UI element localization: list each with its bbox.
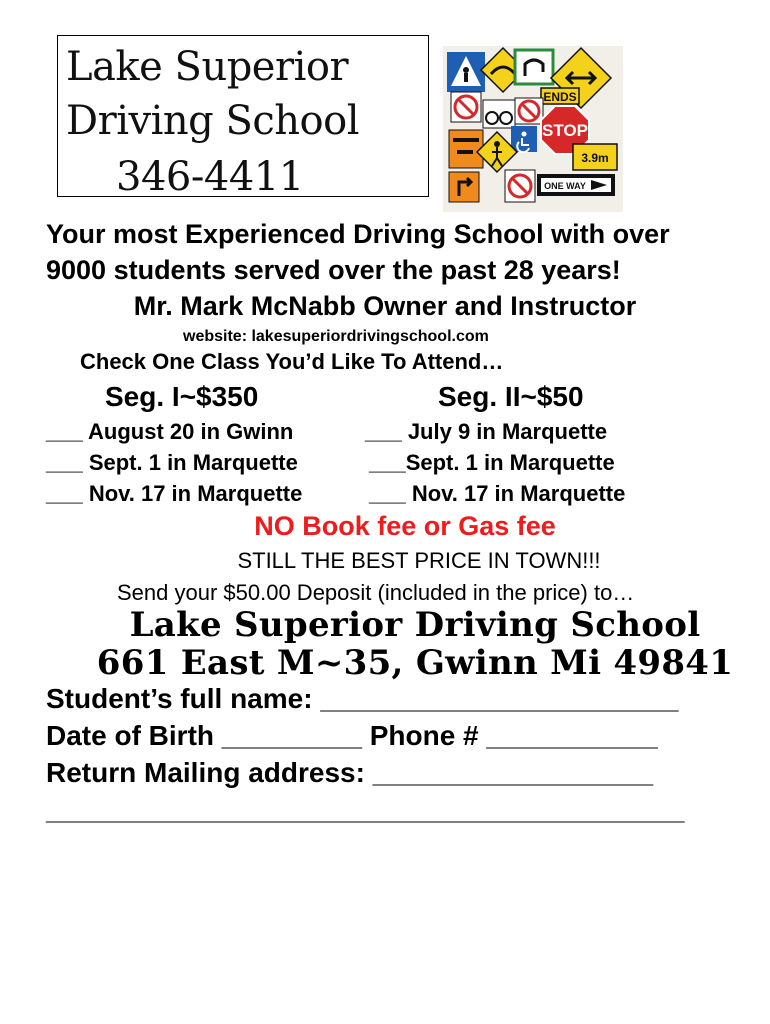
school-logo-box [57, 35, 429, 200]
seg2-title: Seg. II~$50 [438, 381, 584, 412]
detour-sign-icon [449, 130, 483, 168]
svg-text:ONE WAY: ONE WAY [544, 181, 586, 191]
seg1-option-2[interactable]: ___ Sept. 1 in Marquette [46, 450, 298, 475]
seg1-option-1[interactable]: ___ August 20 in Gwinn [46, 419, 294, 444]
no-fee-notice: NO Book fee or Gas fee [254, 511, 556, 541]
logo-line-2: Driving School [66, 98, 359, 144]
u-turn-sign-icon [515, 50, 553, 84]
seg2-option-1[interactable]: ___ July 9 in Marquette [365, 419, 608, 444]
intro-line-2: 9000 students served over the past 28 years! [46, 255, 621, 285]
intro-line-1: Your most Experienced Driving School with over [46, 219, 670, 249]
seg1-title: Seg. I~$350 [105, 381, 259, 412]
svg-text:3.9m: 3.9m [581, 151, 609, 165]
no-turn-sign-icon [505, 170, 535, 202]
class-prompt: Check One Class You’d Like To Attend… [80, 349, 504, 374]
address-street: 661 East M~35, Gwinn Mi 49841 [96, 643, 734, 683]
logo-phone: 346-4411 [116, 154, 304, 200]
owner-line: Mr. Mark McNabb Owner and Instructor [133, 291, 637, 321]
seg1-option-3[interactable]: ___ Nov. 17 in Marquette [46, 481, 303, 506]
arrow-sign-icon [449, 172, 479, 202]
one-way-sign-icon [537, 174, 615, 196]
ends-sign-icon [541, 88, 579, 104]
no-entry-sign-icon [451, 92, 481, 122]
pedestrian-sign-icon [447, 52, 485, 92]
road-signs-image [443, 46, 623, 212]
svg-text:ENDS: ENDS [543, 90, 577, 104]
best-price-notice: STILL THE BEST PRICE IN TOWN!!! [237, 548, 601, 573]
deposit-instructions: Send your $50.00 Deposit (included in the price) to… [117, 580, 635, 605]
accessible-sign-icon [511, 126, 537, 152]
seg2-option-3[interactable]: ___ Nov. 17 in Marquette [369, 481, 626, 506]
bicycle-sign-icon [483, 100, 515, 128]
logo-line-1: Lake Superior [66, 44, 349, 90]
mailing-address-field[interactable]: Return Mailing address: __________________ [46, 757, 654, 788]
no-right-turn-sign-icon [515, 98, 543, 124]
seg2-option-2[interactable]: ___Sept. 1 in Marquette [369, 450, 615, 475]
svg-text:STOP: STOP [542, 121, 588, 140]
mailing-address-line-2[interactable]: _________________________________________ [46, 794, 685, 825]
dob-phone-field[interactable]: Date of Birth _________ Phone # ___________ [46, 720, 658, 751]
website-link[interactable]: website: lakesuperiordrivingschool.com [183, 328, 489, 345]
height-limit-sign-icon [573, 144, 617, 170]
student-name-field[interactable]: Student’s full name: _______________________ [46, 683, 679, 714]
address-name: Lake Superior Driving School [129, 605, 701, 645]
